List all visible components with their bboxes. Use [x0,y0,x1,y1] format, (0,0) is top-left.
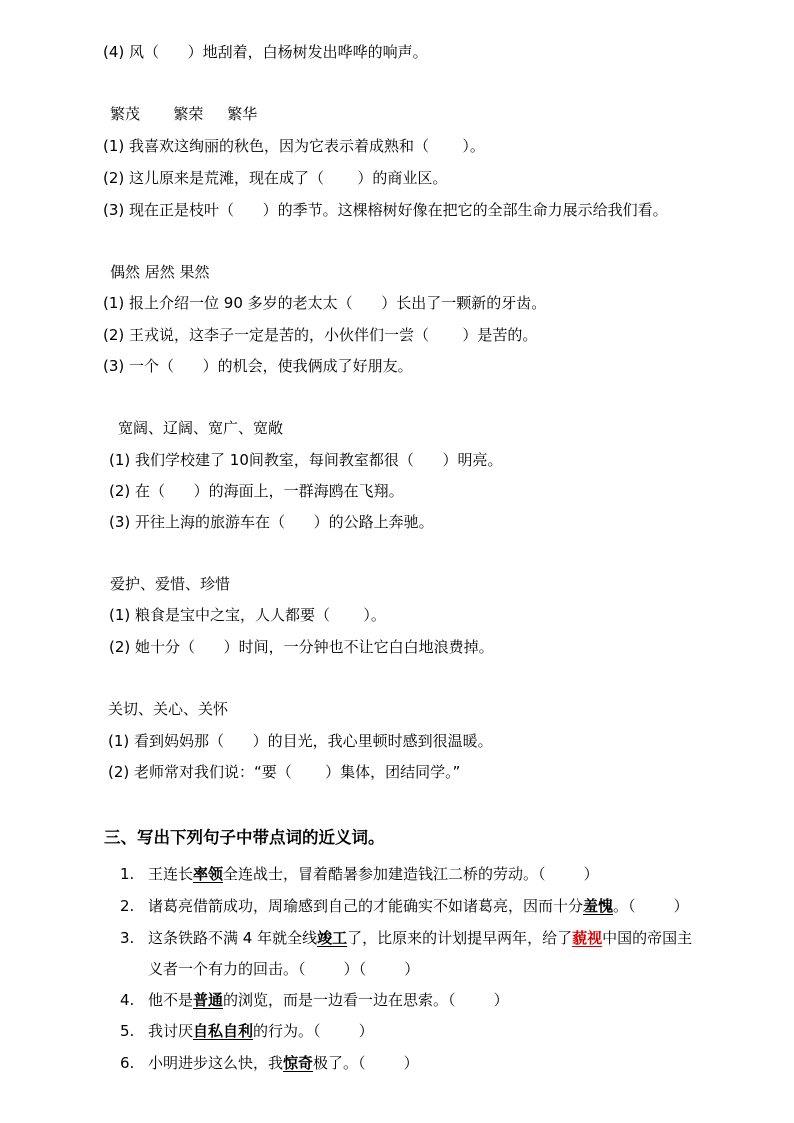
item-text: 这条铁路不满 4 年就全线 [148,929,318,947]
list-item [120,1053,419,1073]
item-text: 全连战士，冒着酷暑参加建造钱江二桥的劳动。（ ） [223,865,599,883]
item-number: 1. [120,865,135,883]
item-text: 他不是 [148,991,194,1009]
list-item [120,864,599,884]
item-text: 我讨厌 [148,1022,194,1040]
exercise-line: (2) 在（ ）的海面上，一群海鸥在飞翔。 [109,482,404,500]
item-continuation: 义者一个有力的回击。（ ）（ ） [148,960,420,978]
item-text: 的浏览，而是一边看一边在思索。（ ） [223,991,509,1009]
exercise-line: (3) 开往上海的旅游车在（ ）的公路上奔驰。 [109,513,434,531]
item-text: 极了。（ ） [313,1054,419,1072]
dotted-keyword: 羞愧 [583,897,614,915]
exercise-line: (1) 我喜欢这绚丽的秋色，因为它表示着成熟和（ ）。 [103,137,485,155]
item-number: 4. [120,991,135,1009]
item-text: 诸葛亮借箭成功，周瑜感到自己的才能确实不如诸葛亮，因而十分 [148,897,584,915]
item-text: 王连长 [148,865,194,883]
item-text: 的行为。（ ） [253,1022,374,1040]
list-item [120,990,509,1010]
word-group-title: 爱护、爱惜、珍惜 [110,575,231,593]
item-number: 2. [120,897,135,915]
list-item [120,896,689,916]
dotted-keyword: 自私自利 [193,1022,254,1040]
exercise-line: (1) 看到妈妈那（ ）的目光，我心里顿时感到很温暖。 [108,732,493,750]
item-number: 5. [120,1022,135,1040]
word-group-title: 宽阔、辽阔、宽广、宽敞 [118,419,284,437]
word-group-title: 关切、关心、关怀 [108,700,229,718]
exercise-line: (1) 粮食是宝中之宝，人人都要（ ）。 [109,606,386,624]
word-group-title: 繁茂 繁荣 繁华 [110,105,258,123]
item-text: 小明进步这么快，我 [148,1054,284,1072]
exercise-line: (2) 老师常对我们说：“要（ ）集体，团结同学。” [108,763,461,781]
dotted-keyword: 普通 [193,991,224,1009]
exercise-line: (1) 我们学校建了 10间教室，每间教室都很（ ）明亮。 [109,451,503,469]
exercise-line: (4) 风（ ）地刮着，白杨树发出哗哗的响声。 [103,43,428,61]
dotted-keyword: 竣工 [317,929,348,947]
exercise-line: (2) 王戎说，这李子一定是苦的，小伙伴们一尝（ ）是苦的。 [103,326,538,344]
item-text: 了，比原来的计划提早两年，给了 [347,929,573,947]
list-item [120,1021,374,1041]
exercise-line: (3) 现在正是枝叶（ ）的季节。这棵榕树好像在把它的全部生命力展示给我们看。 [103,201,668,219]
item-number: 6. [120,1054,135,1072]
exercise-line: (3) 一个（ ）的机会，使我俩成了好朋友。 [103,357,413,375]
item-text: 中国的帝国主 [602,929,693,947]
list-item [120,928,692,948]
item-text: 。（ ） [613,897,689,915]
exercise-line: (1) 报上介绍一位 90 多岁的老太太（ ）长出了一颗新的牙齿。 [103,294,547,312]
section-heading: 三、写出下列句子中带点词的近义词。 [104,828,385,847]
word-group-title: 偶然 居然 果然 [110,263,210,281]
exercise-line: (2) 这儿原来是荒滩，现在成了（ ）的商业区。 [103,169,448,187]
dotted-keyword: 藐视 [572,929,603,947]
item-number: 3. [120,929,135,947]
dotted-keyword: 惊奇 [283,1054,314,1072]
exercise-line: (2) 她十分（ ）时间，一分钟也不让它白白地浪费掉。 [109,638,494,656]
dotted-keyword: 率领 [193,865,224,883]
